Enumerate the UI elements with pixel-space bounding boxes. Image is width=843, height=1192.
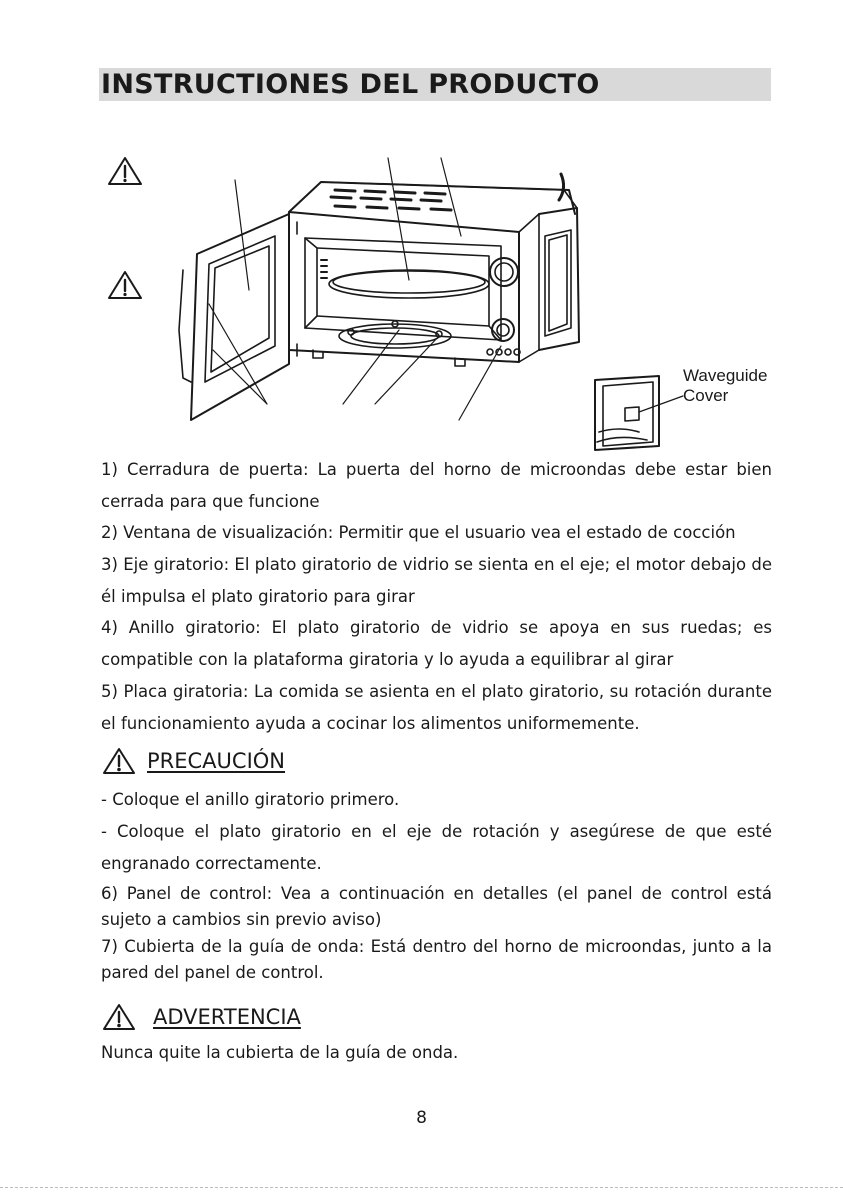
warning-title: ADVERTENCIA (153, 1005, 301, 1029)
title-bar (99, 68, 771, 101)
item-3: 3) Eje giratorio: El plato giratorio de vidrio se sienta en el eje; el motor debajo de él impulsa el plato giratorio para girar (101, 555, 772, 606)
warning-triangle-icon (101, 1002, 141, 1032)
item-2: 2) Ventana de visualización: Permitir que el usuario vea el estado de cocción (101, 523, 736, 542)
item-5: 5) Placa giratoria: La comida se asienta en el plato giratorio, su rotación durante el funcionamiento ayuda a cocinar los alimentos uniformemente. (101, 682, 772, 733)
waveguide-inset (595, 376, 683, 450)
page-title: INSTRUCTIONES DEL PRODUCTO (101, 69, 600, 100)
warning-triangle-icon (109, 158, 141, 184)
item-7: 7) Cubierta de la guía de onda: Está dentro del horno de microondas, junto a la pared del panel de control. (101, 937, 772, 982)
warning-triangle-icon (101, 746, 141, 776)
page-number: 8 (416, 1108, 427, 1128)
item-1: 1) Cerradura de puerta: La puerta del horno de microondas debe estar bien cerrada para que funcione (101, 460, 772, 511)
bottom-rule (0, 1187, 843, 1188)
warning-line-1: Nunca quite la cubierta de la guía de onda. (101, 1043, 459, 1062)
caution-line-1: - Coloque el anillo giratorio primero. (101, 790, 400, 809)
waveguide-cover-label: Waveguide Cover (683, 366, 768, 405)
item-6: 6) Panel de control: Vea a continuación en detalles (el panel de control está sujeto a cambios sin previo aviso) (101, 884, 772, 929)
caution-line-2: - Coloque el plato giratorio en el eje de rotación y asegúrese de que esté engranado correctamente. (101, 822, 772, 873)
microwave-illustration (99, 150, 789, 460)
microwave-figure (99, 150, 789, 460)
item-4: 4) Anillo giratorio: El plato giratorio de vidrio se apoya en sus ruedas; es compatible con la plataforma giratoria y lo ayuda a equilibrar al girar (101, 618, 772, 669)
caution-title: PRECAUCIÓN (147, 749, 286, 773)
warning-triangle-icon (109, 272, 141, 298)
